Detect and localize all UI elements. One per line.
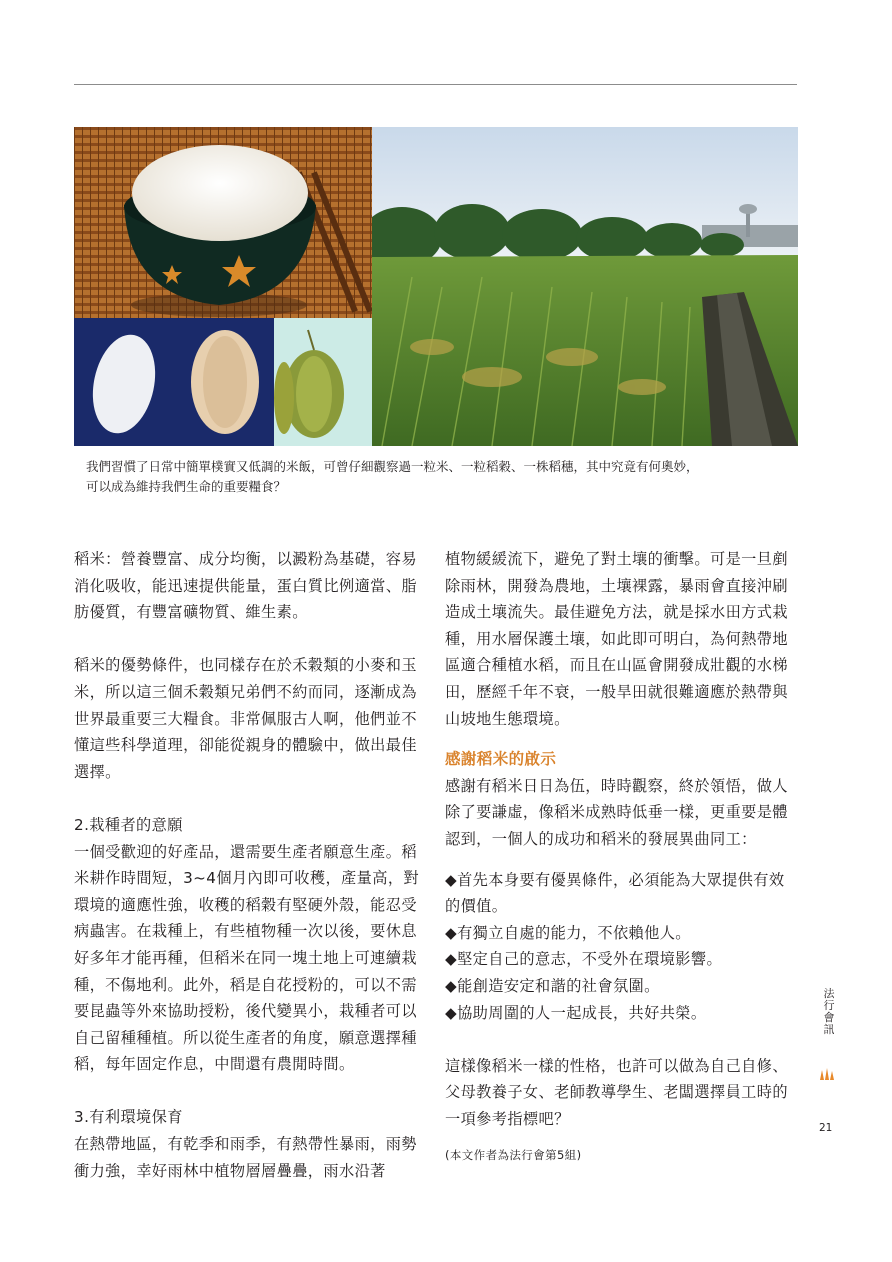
page-number: 21 (819, 1122, 833, 1134)
paragraph: 一個受歡迎的好產品，還需要生產者願意生產。稻米耕作時間短，3~4個月內即可收穫，產量高，對環境的適應性強，收穫的稻穀有堅硬外殼，能忍受病蟲害。在栽種上，有些植物種一次以後，要休息好多年才能再種，但稻米在同一塊土地上可連續栽種，不傷地利。此外，稻是自花授粉的，可以不需要昆蟲等外來協助授粉，後代變異小，栽種者可以自己留種種植。所以從生產者的角度，願意選擇種稻，每年固定作息，中間還有農閒時間。 (74, 842, 420, 1074)
paragraph: 稻米的優勢條件，也同樣存在於禾穀類的小麥和玉米，所以這三個禾穀類兄弟們不約而同，逐漸成為世界最重要三大糧食。非常佩服古人啊，他們並不懂這些科學道理，卻能從親身的體驗中，做出最佳選擇。 (74, 656, 417, 781)
photo-caption (86, 457, 798, 497)
paragraph: 稻米：營養豐富、成分均衡，以澱粉為基礎，容易消化吸收，能迅速提供能量，蛋白質比例適當、脂肪優質，有豐富礦物質、維生素。 (74, 550, 417, 622)
brand-char: 訊 (823, 1023, 835, 1036)
bullet-item: ◆有獨立自處的能力，不依賴他人。 (445, 923, 691, 942)
section-heading: 3.有利環境保育 (74, 1108, 183, 1127)
magazine-brand (818, 988, 840, 1036)
author-note: (本文作者為法行會第5組) (445, 1148, 582, 1163)
paragraph: 感謝有稻米日日為伍，時時觀察，終於領悟，做人除了要謙虛，像稻米成熟時低垂一樣，更重要是體認到，一個人的成功和稻米的發展異曲同工： (445, 776, 788, 848)
rice-field-photo (372, 127, 798, 446)
left-column (74, 546, 428, 1184)
brown-rice-grain-photo (173, 318, 274, 446)
rice-bowl-photo (74, 127, 372, 318)
caption-line-1: 我們習慣了日常中簡單樸實又低調的米飯，可曾仔細觀察過一粒米、一粒稻穀、一株稻穗，其中究竟有何奧妙， (86, 459, 699, 474)
bullet-item: ◆能創造安定和諧的社會氛圍。 (445, 976, 660, 995)
rice-grain-photo (74, 318, 173, 446)
section-heading-thanks: 感謝稻米的啟示 (445, 750, 557, 769)
bullet-item: ◆首先本身要有優異條件，必須能為大眾提供有效的價值。 (445, 870, 785, 916)
brand-char: 行 (823, 999, 835, 1012)
paragraph: 植物緩緩流下，避免了對土壤的衝擊。可是一旦剷除雨林，開發為農地，土壤裸露，暴雨會直接沖刷造成土壤流失。最佳避免方法，就是採水田方式栽種，用水層保護土壤，如此即可明白，為何熱帶地區適合種植水稻，而且在山區會開發成壯觀的水梯田，歷經千年不衰，一般旱田就很難適應於熱帶與山坡地生態環境。 (445, 550, 788, 728)
brand-char: 法 (823, 987, 835, 1000)
brand-char: 會 (823, 1011, 835, 1024)
header-rule (74, 84, 797, 85)
section-heading: 2.栽種者的意願 (74, 815, 183, 834)
bullet-item: ◆堅定自己的意志，不受外在環境影響。 (445, 950, 723, 969)
bullet-item: ◆協助周圍的人一起成長，共好共榮。 (445, 1003, 707, 1022)
brand-logo-icon (818, 1066, 836, 1082)
paragraph: 這樣像稻米一樣的性格，也許可以做為自己自修、父母教養子女、老師教導學生、老闆選擇員工時的一項參考指標吧？ (445, 1056, 788, 1128)
right-column (445, 546, 799, 1164)
paragraph: 在熱帶地區，有乾季和雨季，有熱帶性暴雨，雨勢衝力強，幸好雨林中植物層層疊疊，雨水沿著 (74, 1135, 417, 1180)
rice-husk-photo (274, 318, 372, 446)
photo-collage (74, 127, 798, 446)
caption-line-2: 可以成為維持我們生命的重要糧食？ (86, 479, 287, 494)
